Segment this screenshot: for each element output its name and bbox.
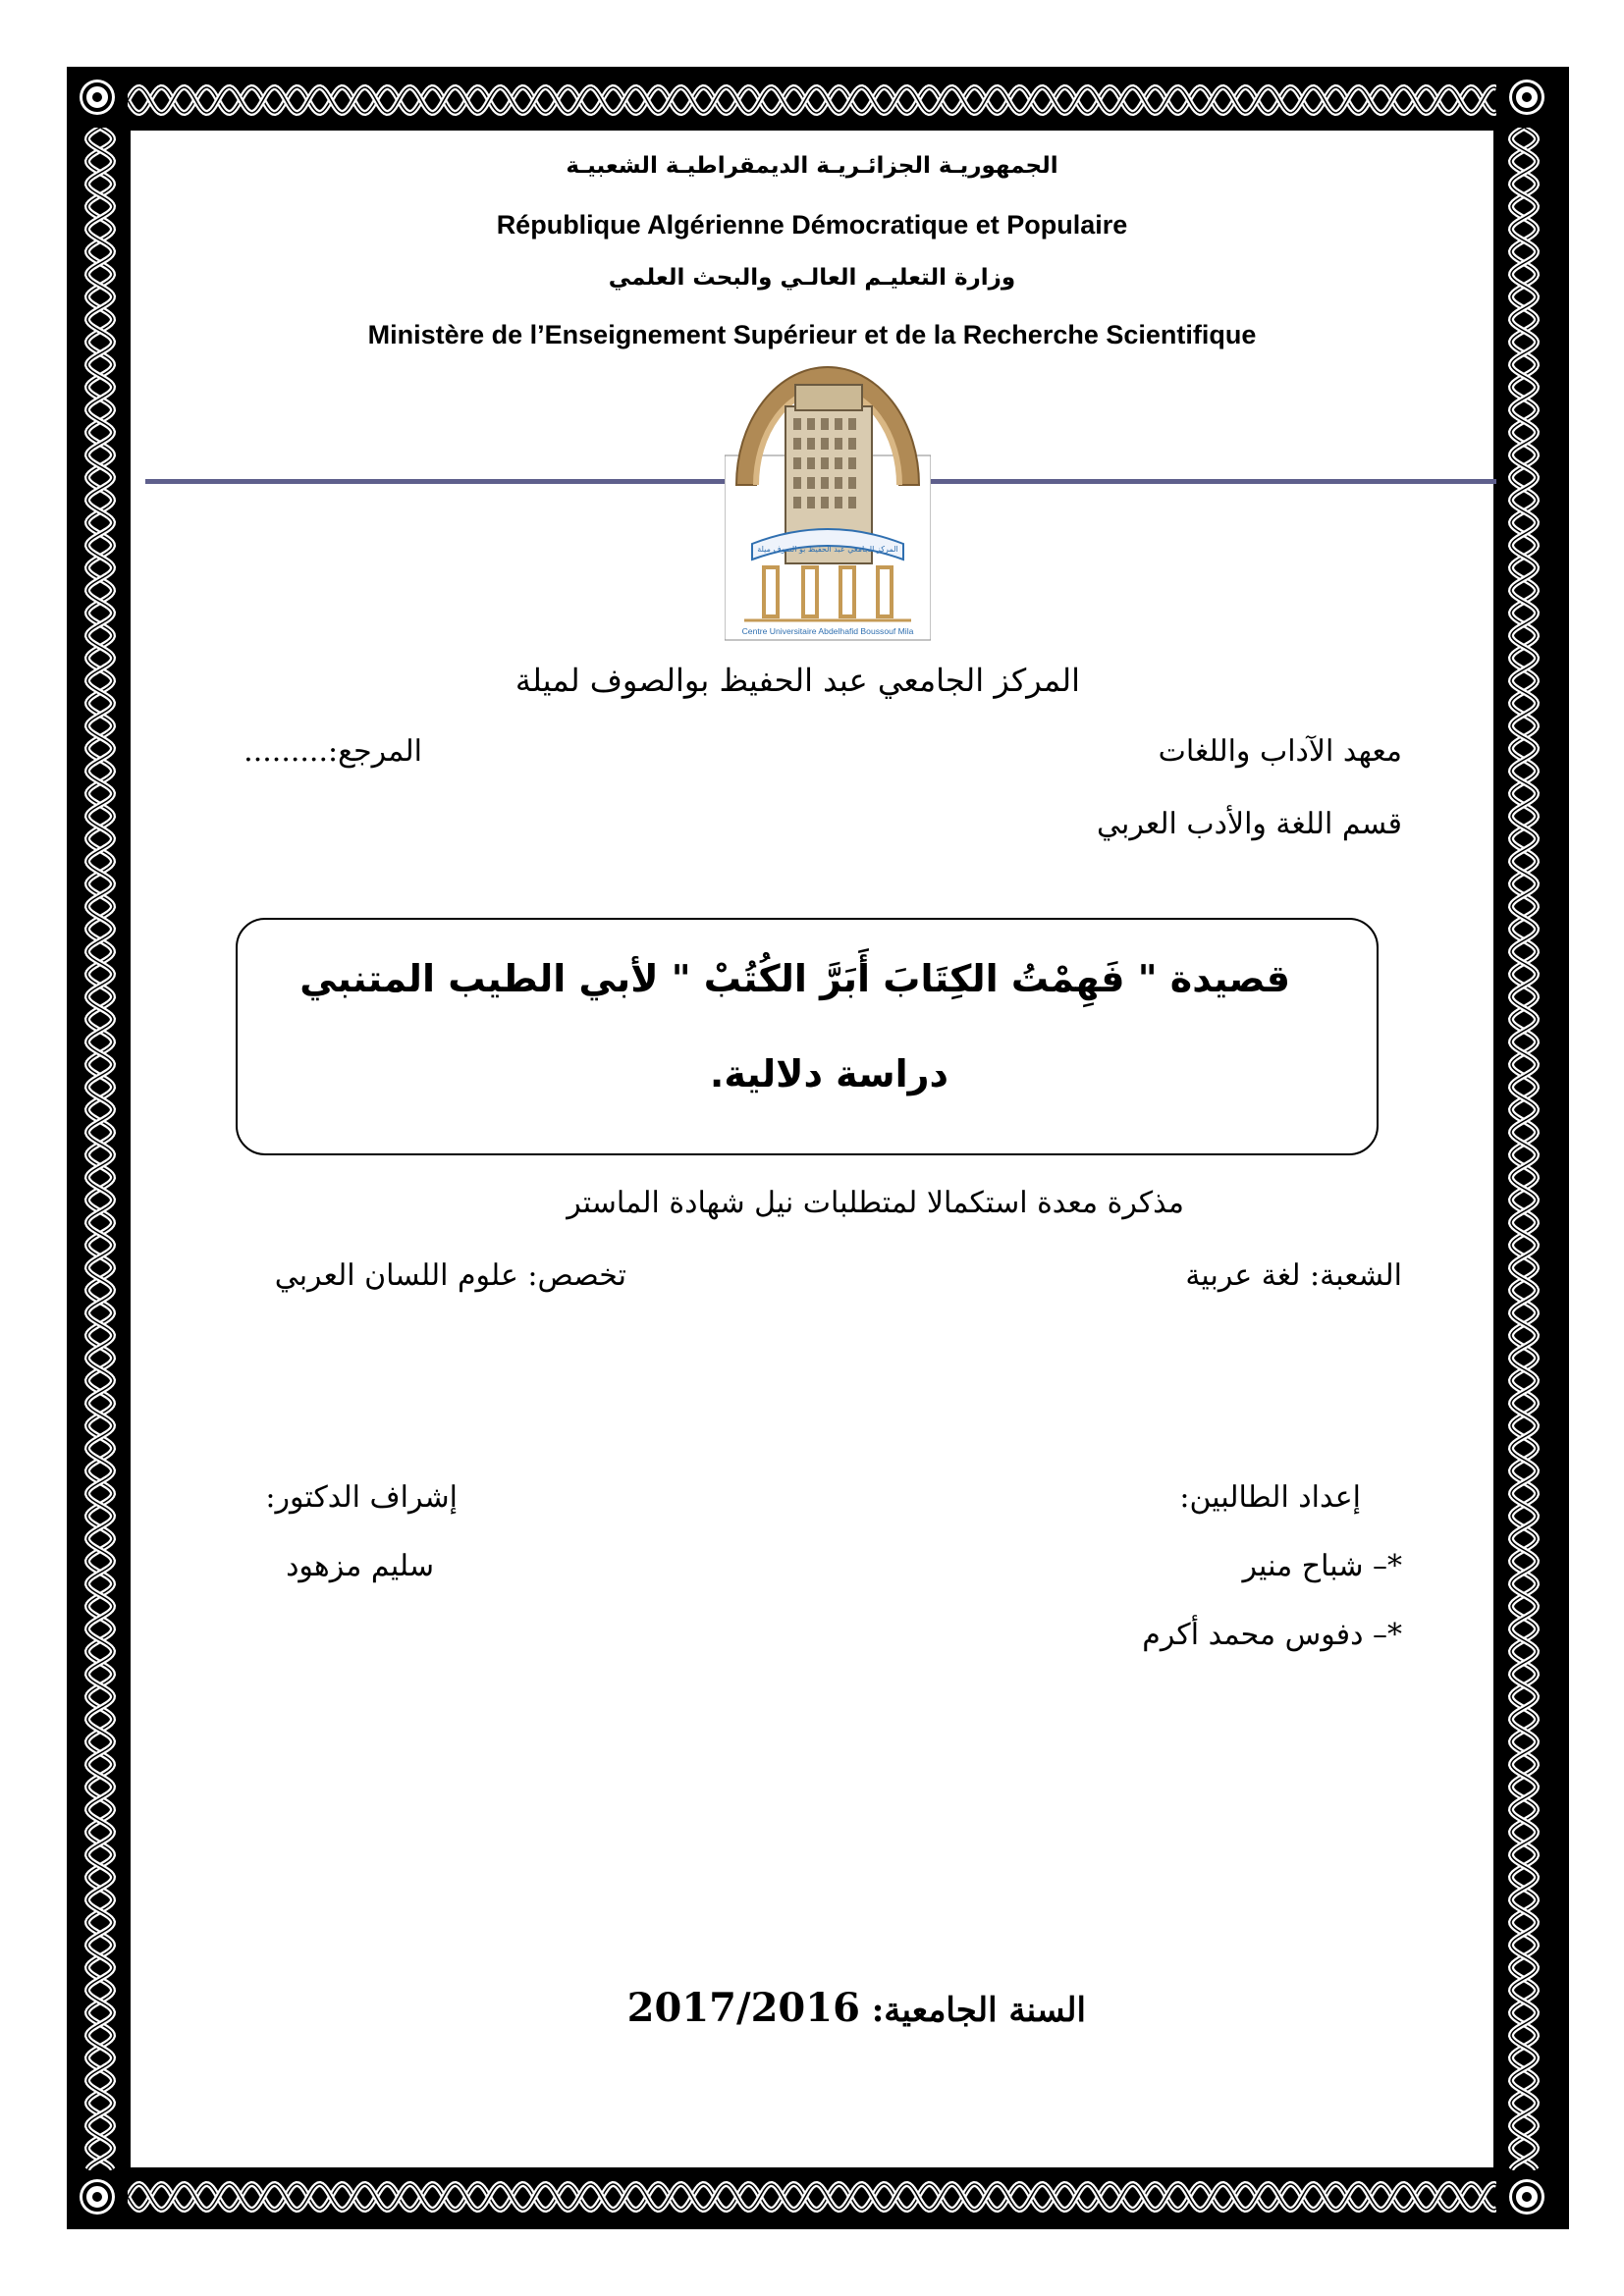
supervisor-name: سليم مزهود xyxy=(286,1549,434,1583)
corner-ornament-top-right xyxy=(1502,73,1551,122)
border-braid-left xyxy=(79,128,122,2170)
republic-name-arabic: الجمهوريـة الجزائـريـة الديمقراطيـة الشعبيـة xyxy=(566,153,1058,179)
thesis-title-line1: قصيدة " فَهِمْتُ الكِتَابَ أَبَرَّ الكُتُبْ " لأبي الطيب المتنبي xyxy=(299,957,1290,1000)
supervisor-label: إشراف الدكتور: xyxy=(265,1480,458,1515)
logo-banner-text: المركز الجامعي عبد الحفيظ بو الصوف ميلة xyxy=(757,545,898,554)
academic-year-label: السنة الجامعية: xyxy=(859,1991,1086,2030)
specialty-field: تخصص: علوم اللسان العربي xyxy=(274,1258,626,1293)
academic-year xyxy=(627,1985,1086,2031)
header-rule-left xyxy=(145,479,725,484)
thesis-title-line2: دراسة دلالية. xyxy=(709,1052,948,1095)
border-braid-bottom xyxy=(128,2175,1496,2218)
republic-name-french: République Algérienne Démocratique et Populaire xyxy=(496,210,1128,240)
student-name-2: *– دفوس محمد أكرم xyxy=(1142,1618,1402,1652)
header-rule-right xyxy=(931,479,1496,484)
memo-purpose: مذكرة معدة استكمالا لمتطلبات نيل شهادة الماستر xyxy=(567,1186,1184,1220)
students-label: إعداد الطالبين: xyxy=(1179,1480,1361,1515)
corner-ornament-top-left xyxy=(73,73,122,122)
thesis-title-box xyxy=(236,918,1379,1155)
border-braid-top xyxy=(128,79,1496,122)
institute-name: معهد الآداب واللغات xyxy=(1158,734,1402,769)
department-name: قسم اللغة والأدب العربي xyxy=(1096,807,1402,841)
ministry-name-french: Ministère de l’Enseignement Supérieur et de la Recherche Scientifique xyxy=(367,320,1257,349)
university-logo xyxy=(725,357,931,642)
border-braid-right xyxy=(1502,128,1545,2170)
reference-field: المرجع:......... xyxy=(244,734,422,769)
logo-caption: Centre Universitaire Abdelhafid Boussouf Mila xyxy=(741,626,914,636)
student-name-1: *– شباح منير xyxy=(1242,1549,1402,1583)
corner-ornament-bottom-left xyxy=(73,2172,122,2221)
ministry-name-arabic: وزارة التعليـم العالـي والبحث العلمي xyxy=(608,265,1016,291)
academic-year-value: 2017/2016 xyxy=(626,1985,860,2031)
university-center-name: المركز الجامعي عبد الحفيظ بوالصوف لميلة xyxy=(514,662,1080,699)
corner-ornament-bottom-right xyxy=(1502,2172,1551,2221)
branch-field: الشعبة: لغة عربية xyxy=(1185,1258,1402,1293)
